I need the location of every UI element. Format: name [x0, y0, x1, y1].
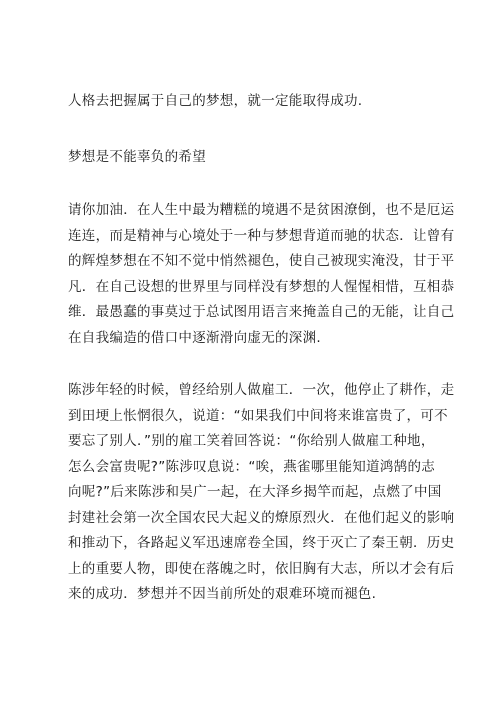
- paragraph-line: 凡．在自己设想的世界里与同样没有梦想的人惺惺相惜，互相恭: [68, 278, 455, 295]
- paragraph-line: 的辉煌梦想在不知不觉中悄然褪色，使自己被现实淹没，甘于平: [68, 253, 455, 269]
- paragraph-line: 在自我编造的借口中逐渐滑向虚无的深渊.: [68, 329, 321, 346]
- paragraph-line: 连连，而是精神与心境处于一种与梦想背道而驰的状态．让曾有: [68, 227, 455, 244]
- paragraph-line: 请你加油．在人生中最为糟糕的境遇不是贫困潦倒，也不是厄运: [68, 202, 455, 218]
- paragraph-line: 向呢?”后来陈涉和吴广一起，在大泽乡揭竿而起，点燃了中国: [68, 484, 442, 500]
- paragraph-line: 到田埂上怅惘很久，说道：“如果我们中间将来谁富贵了，可不: [68, 407, 448, 424]
- paragraph-line: 来的成功．梦想并不因当前所处的艰难环境而褪色.: [68, 586, 377, 602]
- paragraph-1: [68, 198, 455, 351]
- intro-line: 人格去把握属于自己的梦想，就一定能取得成功.: [68, 93, 363, 109]
- paragraph-line: 要忘了别人．”别的雇工笑着回答说：“你给别人做雇工种地，: [68, 433, 435, 449]
- paragraph-line: 维．最愚蠢的事莫过于总试图用语言来掩盖自己的无能，让自己: [68, 304, 455, 320]
- paragraph-line: 陈涉年轻的时候，曾经给别人做雇工．一次，他停止了耕作，走: [68, 382, 455, 398]
- paragraph-line: 和推动下，各路起义军迅速席卷全国，终于灭亡了秦王朝．历史: [68, 535, 455, 551]
- paragraph-2: [68, 378, 455, 608]
- paragraph-line: 怎么会富贵呢?”陈涉叹息说：“唉，燕雀哪里能知道鸿鹄的志: [68, 458, 436, 475]
- paragraph-line: 上的重要人物，即使在落魄之时，依旧胸有大志，所以才会有后: [68, 560, 455, 577]
- paragraph-line: 封建社会第一次全国农民大起义的燎原烈火．在他们起义的影响: [68, 509, 455, 526]
- section-heading: 梦想是不能辜负的希望: [68, 149, 206, 165]
